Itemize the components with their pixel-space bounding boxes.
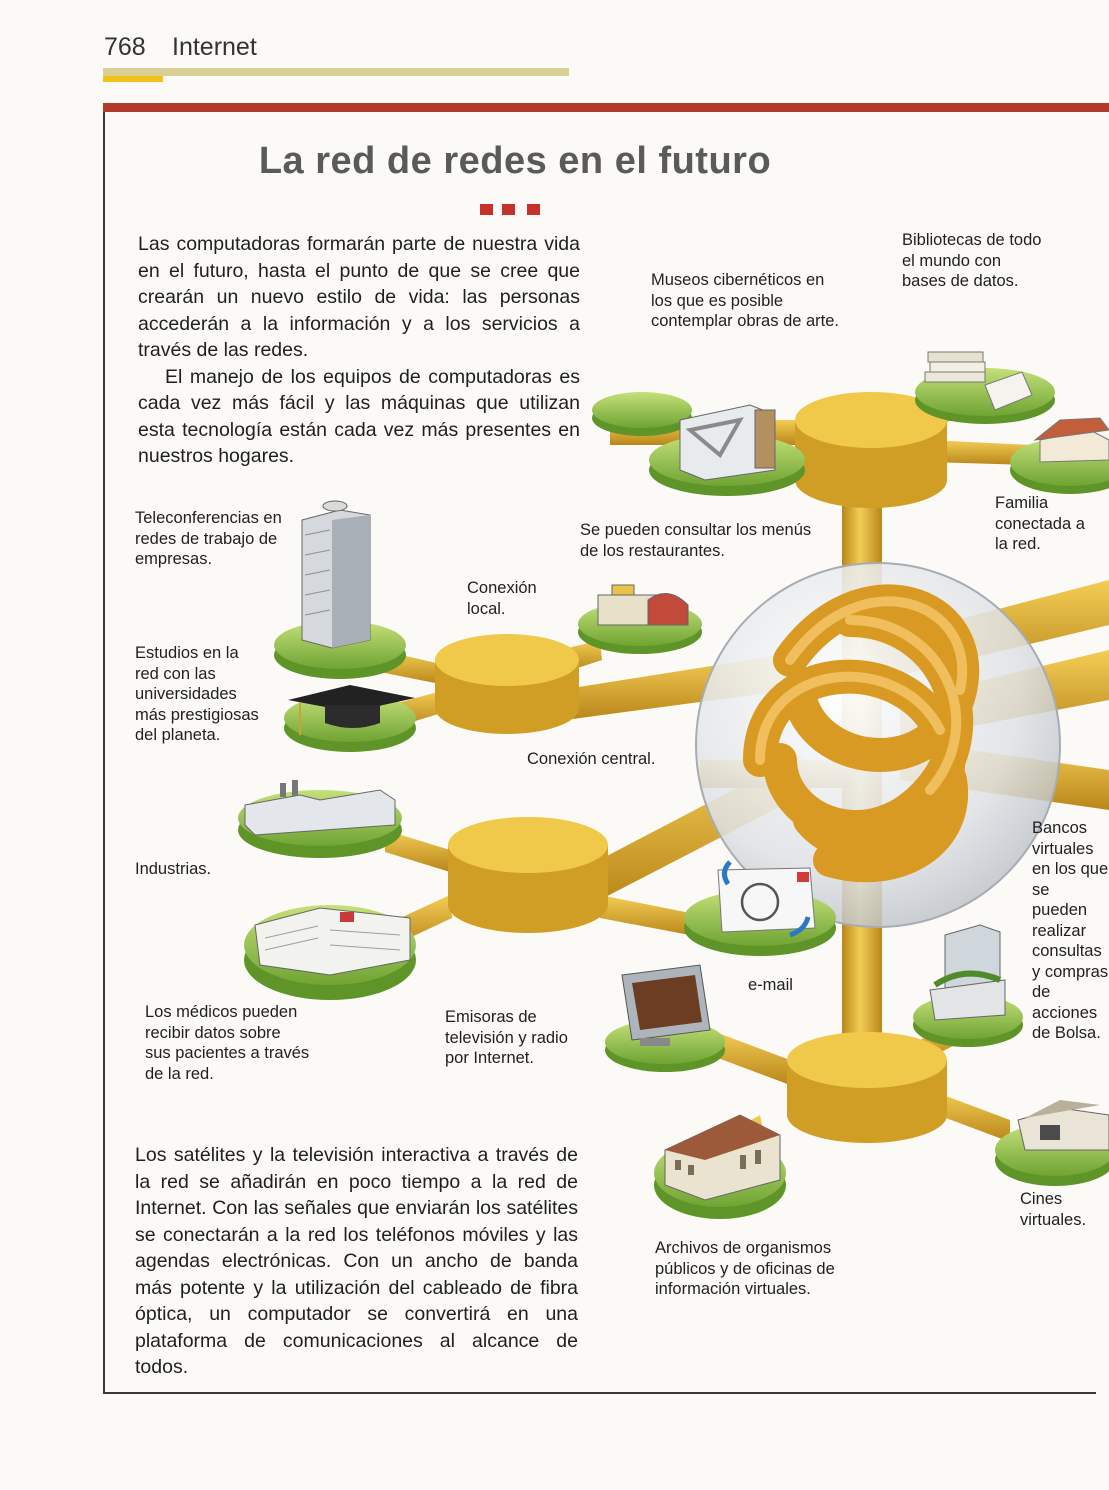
label-bancos: Bancos virtuales en los que se pueden realizar consultas y compras de acciones de Bolsa. — [1032, 819, 1109, 1042]
office-tower-icon — [302, 501, 370, 648]
label-museos: Museos cibernéticos en los que es posible contemplar obras de arte. — [651, 271, 840, 330]
section-title: Internet — [172, 33, 257, 61]
label-restaurantes: Se pueden consultar los menús de los restaurantes. — [580, 521, 812, 560]
museum-building-icon — [680, 405, 775, 480]
factory-icon — [245, 780, 395, 835]
platform-museos-small — [592, 392, 692, 436]
page-title: La red de redes en el futuro — [258, 140, 772, 182]
label-archivos: Archivos de organismos públicos y de oficinas de información virtuales. — [655, 1239, 835, 1298]
title-ornament-square — [502, 204, 515, 215]
hub-bottom — [787, 1032, 947, 1143]
label-medicos: Los médicos pueden recibir datos sobre sus pacientes a través de la red. — [145, 1003, 310, 1083]
title-ornament-square — [480, 204, 493, 215]
label-bibliotecas: Bibliotecas de todo el mundo con bases de datos. — [902, 231, 1042, 290]
label-conexion-local: Conexión local. — [467, 579, 537, 618]
closing-text — [135, 1142, 578, 1381]
label-estudios: Estudios en la red con las universidades más prestigiosas del planeta. — [135, 644, 259, 744]
label-conexion-central: Conexión central. — [527, 750, 656, 768]
house-icon — [1035, 418, 1109, 462]
cinema-icon — [1018, 1100, 1109, 1150]
closing-paragraph: Los satélites y la televisión interactiva a través de la red se añadirán en poco tiempo a la red de Internet. Con las señales que enviarán los satélites se conectarán a la red los teléfonos móviles y las agendas electrónicas. Con un ancho de banda más potente y la utilización del cableado de fibra óptica, un computador se convertirá en una plataforma de comunicaciones al alcance de todos. — [135, 1144, 578, 1378]
bank-tower-icon — [930, 925, 1005, 1020]
label-emisoras: Emisoras de televisión y radio por Internet. — [445, 1008, 568, 1067]
page-number: 768 — [104, 33, 146, 61]
intro-paragraph-1: Las computadoras formarán parte de nuestra vida en el futuro, hasta el punto de que se cree que crearán un nuevo estilo de vida: las personas accederán a la información y a los servicios a través de las redes. — [138, 233, 580, 361]
label-cines: Cines virtuales. — [1020, 1190, 1087, 1229]
hub-industry — [448, 817, 608, 933]
label-familia: Familia conectada a la red. — [995, 494, 1085, 553]
restaurant-icon — [598, 585, 688, 625]
intro-paragraph-2: El manejo de los equipos de computadoras es cada vez más fácil y las máquinas que utilizan esta tecnología están cada vez más presentes en nuestros hogares. — [138, 365, 580, 467]
title-ornament-square — [527, 204, 540, 215]
hub-local — [435, 634, 579, 734]
label-email: e-mail — [748, 976, 793, 994]
email-envelope-icon — [718, 862, 815, 935]
intro-text — [138, 231, 580, 470]
label-industrias: Industrias. — [135, 860, 212, 878]
label-teleconferencias: Teleconferencias en redes de trabajo de empresas. — [135, 509, 282, 568]
